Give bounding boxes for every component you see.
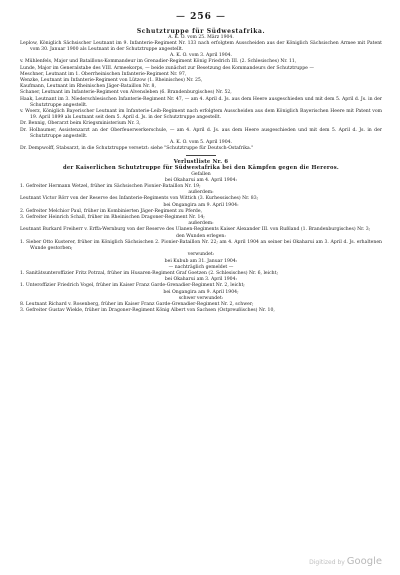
google-watermark: Digitized by Google	[309, 556, 382, 567]
date-heading: A. K. O. vom 5. April 1904.	[169, 140, 233, 146]
sub-heading: schwer verwundet:	[178, 295, 224, 301]
section-title-schutztruppe: Schutztruppe für Südwestafrika.	[136, 28, 266, 35]
casualty-entry: 2. Gefreiter Melchior Paul, früher im Kombinierten Jäger-Regiment zu Pferde,	[20, 208, 203, 214]
sub-heading: — nachträglich gemeldet —	[168, 264, 234, 270]
entry: Wenzke, Leutnant im Infanterie-Regiment von Lützow (1. Rheinisches) Nr. 25,	[20, 78, 203, 84]
document-page	[20, 12, 382, 314]
entry: Haak, Leutnant im 3. Niederschlesischen Infanterie-Regiment Nr. 47, — am 4. April d. Js. aus dem Heere ausgeschieden und mit dem 5. April d. Js. in der Schutztruppe angestellt.	[20, 96, 382, 108]
casualty-entry: 3. Gefreiter Gustav Wiekle, früher im Dragoner-Regiment König Albert von Sachsen (Ostpreußisches) Nr. 10,	[20, 308, 275, 314]
entry: Schaner, Leutnant im Infanterie-Regiment von Alvensleben (6. Brandenburgisches) Nr. 52,	[20, 90, 232, 96]
sub-heading: außerdem:	[188, 190, 214, 196]
page-number: — 256 —	[175, 12, 227, 22]
entry: Dr. Dempwolff, Stabsarzt, in die Schutztruppe versetzt: siehe "Schutztruppe für Deutsch-Ostafrika."	[20, 146, 254, 152]
sub-heading: den Wunden erlegen:	[176, 233, 226, 239]
casualty-entry: 1. Unteroffizier Friedrich Vogel, früher im Kaiser Franz Garde-Grenadier-Regiment Nr. 2, leicht;	[20, 283, 245, 289]
entry: Meschner, Leutnant im 1. Oberrheinischen Infanterie-Regiment Nr. 97,	[20, 71, 187, 77]
divider	[186, 155, 216, 156]
entry: Lunde, Major im Generalstabe des VIII. Armeekorps, — beide zunächst zur Besetzung des Kommandeurs der Schutztruppe —	[20, 65, 314, 71]
casualty-entry: 3. Gefreiter Heinrich Schall, früher im Rheinischen Dragoner-Regiment Nr. 14;	[20, 215, 205, 221]
category-heading: Gefallen	[191, 171, 211, 177]
section-title-verlustliste: Verlustliste Nr. 6	[173, 159, 229, 166]
entry: v. Mühlenfels, Major und Bataillons-Kommandeur im Grenadier-Regiment König Friedrich III. (2. Schlesisches) Nr. 11,	[20, 59, 297, 65]
casualty-entry: 1. Gefreiter Hermann Wetzel, früher im Sächsischen Pionier-Bataillon Nr. 19;	[20, 184, 201, 190]
entry: Kaufmann, Leutnant im Rheinischen Jäger-Bataillon Nr. 8,	[20, 84, 156, 90]
place-heading: bei Kubub am 31. Januar 1904:	[164, 258, 238, 264]
place-heading: bei Okaharui am 3. April 1904:	[164, 277, 238, 283]
casualty-entry: 1. Sieber Otto Kusterer, früher im Königlich Sächsischen 2. Pionier-Bataillon Nr. 22; am 4. April 1904 an seiner bei Okaharui am 3. April d. Js. erhaltenen Wunde gestorben;	[20, 239, 382, 252]
date-heading: A. K. O. vom 25. März 1904.	[168, 35, 234, 40]
entry: v. Woerz, Königlich Bayerischer Leutnant im Infanterie-Leib-Regiment nach erfolgtem Ausscheiden aus dem Königlich Bayerischen Heere mit Patent vom 19. April 1899 als Leutnant seit dem 5. April d. Js. in der Schutztruppe angestellt.	[20, 109, 382, 121]
place-heading: bei Okaharui am 4. April 1904:	[164, 177, 238, 183]
casualty-entry: Leutnant Victor Rörr von der Reserve des Infanterie-Regiments von Wittich (3. Kurhessisches) Nr. 83;	[20, 196, 259, 202]
category-heading: verwundet:	[187, 252, 215, 258]
place-heading: bei Ongangira am 9. April 1904:	[163, 202, 239, 208]
section-subtitle: der Kaiserlichen Schutztruppe für Südwestafrika bei den Kämpfen gegen die Hereros.	[62, 165, 340, 172]
sub-heading: außerdem:	[188, 221, 214, 227]
casualty-entry: 8. Leutnant Richard v. Rosenberg, früher im Kaiser Franz Garde-Grenadier-Regiment Nr. 2, schwer;	[20, 301, 254, 307]
date-heading: A. K. O. vom 3. April 1904.	[169, 53, 233, 59]
entry: Dr. Bennig, Oberarzt beim Kriegsministerium Nr. 3,	[20, 121, 141, 127]
place-heading: bei Ongangira am 9. April 1904;	[163, 289, 239, 295]
casualty-entry: Leutnant Burkard Freiherr v. Erffa-Wernburg von der Reserve des Ulanen-Regiments Kaiser Alexander III. von Rußland (1. Brandenburgisches) Nr. 3;	[20, 227, 371, 233]
entry: Dr. Holbaumer, Assistenzarzt an der Oberfeuerwerkerschule, — am 4. April d. Js. aus dem Heere ausgeschieden und mit dem 5. April d. Js. in der Schutztruppe angestellt.	[20, 127, 382, 139]
casualty-entry: 1. Sanitätsunteroffizier Fritz Potrzal, früher im Husaren-Regiment Graf Goetzen (2. Schlesisches) Nr. 6, leicht;	[20, 270, 279, 276]
entry: Leplow, Königlich Sächsischer Leutnant im 9. Infanterie-Regiment Nr. 133 nach erfolgtem Ausscheiden aus der Königlich Sächsischen Armee mit Patent vom 30. Januar 1900 als Leutnant in der Schutztruppe angestellt.	[20, 41, 382, 53]
